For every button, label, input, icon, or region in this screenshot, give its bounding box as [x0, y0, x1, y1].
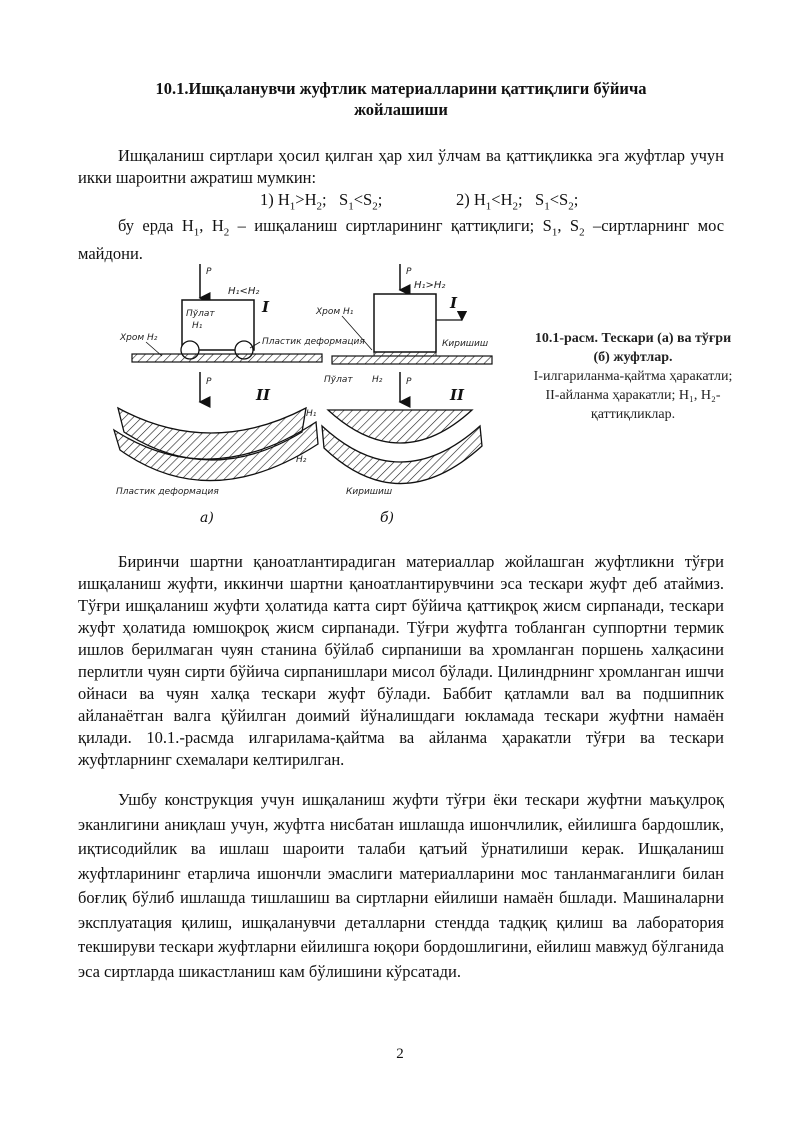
slider-block-b — [374, 294, 436, 352]
label-adhesion-b: Киришиш — [442, 339, 489, 349]
shaft-b — [328, 410, 472, 443]
label-steel-b: Пўлат — [324, 375, 353, 385]
label-roman-ii-b: II — [450, 386, 465, 404]
body-paragraph-2: Ушбу конструкция учун ишқаланиш жуфти тўғри ёки тескари жуфтни маъқулроқ эканлигини аниқлаш учун, жуфтга нисбатан ишлашда ишончлилик, ейилишга бардошлик, иқтисодийлик ва ишлаш шароити талаби қатъий ўрнатилиши керак. Ишқаланиш жуфтларининг етарлича ишончли эмаслиги материалларини мос танланмаганлиги билан боғлиқ бўлиб ишлашда тишлашиш ва сиртларни ейилиши намаён бшлади. Машиналарни эксплуатация қилиш, ишқаланувчи деталларни стендда тадқиқ қилиш ва лаборатория текшируви тескари жуфтларни ейилишга юқори бордошлигини, ейилиш мавжуд бўлганида эса сиртларда шикастланиш кам бўлишини кўрсатади. — [78, 790, 724, 981]
subfigure-a-label: а) — [200, 510, 214, 526]
label-p-a2: P — [206, 377, 212, 387]
label-plastic-a: Пластик деформация — [262, 337, 365, 347]
label-chrome-b: Хром H₁ — [316, 307, 354, 317]
panel-a-rotational — [114, 372, 318, 526]
panel-b-linear — [315, 264, 492, 385]
base-plate-b — [332, 356, 492, 364]
section-title-line2: жойлашиши — [354, 100, 448, 119]
label-roman-i-a: I — [262, 298, 270, 316]
label-p-b2: P — [406, 377, 412, 387]
caption-body: I-илгариланма-қайтма ҳаракатли; II-айланма ҳаракатли; H₁, H₂-қаттиқликлар. — [533, 369, 733, 422]
label-h1-round: H₁ — [306, 409, 317, 419]
label-cond-b: H₁>H₂ — [414, 280, 446, 291]
definition-paragraph: бу ерда $H_1$, $H_2$ – ишқаланиш сиртларининг қаттиқлиги; $S_1$, $S_2$ –сиртларнинг мос майдони. — [78, 216, 725, 264]
friction-pairs-figure — [110, 262, 500, 530]
intro-paragraph: Ишқаланиш сиртлари ҳосил қилган ҳар хил ўлчам ва қаттиқликка эга жуфтлар учун икки шароитни ажратиш мумкин: — [78, 146, 724, 187]
section-title-line1: 10.1.Ишқаланувчи жуфтлик материалларини қаттиқлиги бўйича — [155, 79, 647, 98]
label-roman-ii-a: II — [256, 386, 271, 404]
subfigure-b-label: б) — [380, 510, 395, 526]
label-cond-a: H₁<H₂ — [228, 286, 260, 297]
condition-2: 2) $H_1<H_2$; $S_1<S_2$; — [456, 190, 579, 213]
label-p-b1: P — [406, 267, 412, 277]
label-h2-round: H₂ — [296, 455, 307, 465]
panel-b-rotational — [306, 372, 482, 526]
label-steel-h-a: H₁ — [192, 321, 203, 331]
condition-1: 1) $H_1>H_2$; $S_1<S_2$; — [260, 190, 383, 213]
label-chrome-a: Хром H₂ — [120, 333, 158, 343]
label-steel-a: Пўлат — [186, 309, 215, 319]
body-paragraph-1: Биринчи шартни қаноатлантирадиган материаллар жойлашган жуфтликни тўғри ишқаланиш жуфти, иккинчи шартни қаноатлантирувчини эса тескари жуфт деб атаймиз. Тўғри ишқаланиш жуфти ҳолатида катта сирт бўйича қаттиқроқ жисм сирпанади, тескари жуфт ҳолатида юмшоқроқ жисм сирпанади. Тўғри жуфтга тобланган суппортни термик ишлов берилмаган чуян станина бўйлаб сирпаниши ва хромланган поршень халқасини перлитли чуян сирти бўйича сирпанишлари мисол бўлади. Цилиндрнинг хромланган ишчи ойнаси ва чуян халқа тескари жуфт бўлади. Баббит қатламли вал ва подшипник айланаётган валга қўйилган доимий йўналишдаги юкламада тескари жуфтни намаён қилади. 10.1.-расмда илгарилама-қайтма ва айланма ҳаракатли тўғри ва тескари жуфтларнинг схемалари келтирилган. — [78, 552, 724, 769]
section-title — [78, 78, 724, 120]
page-number: 2 — [396, 1046, 404, 1062]
label-plastic-round: Пластик деформация — [116, 487, 219, 497]
figure-caption — [528, 329, 738, 424]
label-p-a1: P — [206, 267, 212, 277]
caption-title: 10.1-расм. Тескари (а) ва тўғри (б) жуфтлар. — [534, 331, 732, 365]
label-roman-i-b: I — [450, 294, 458, 312]
label-adhesion-round: Киришиш — [346, 487, 393, 497]
label-h2-b: H₂ — [372, 375, 383, 385]
